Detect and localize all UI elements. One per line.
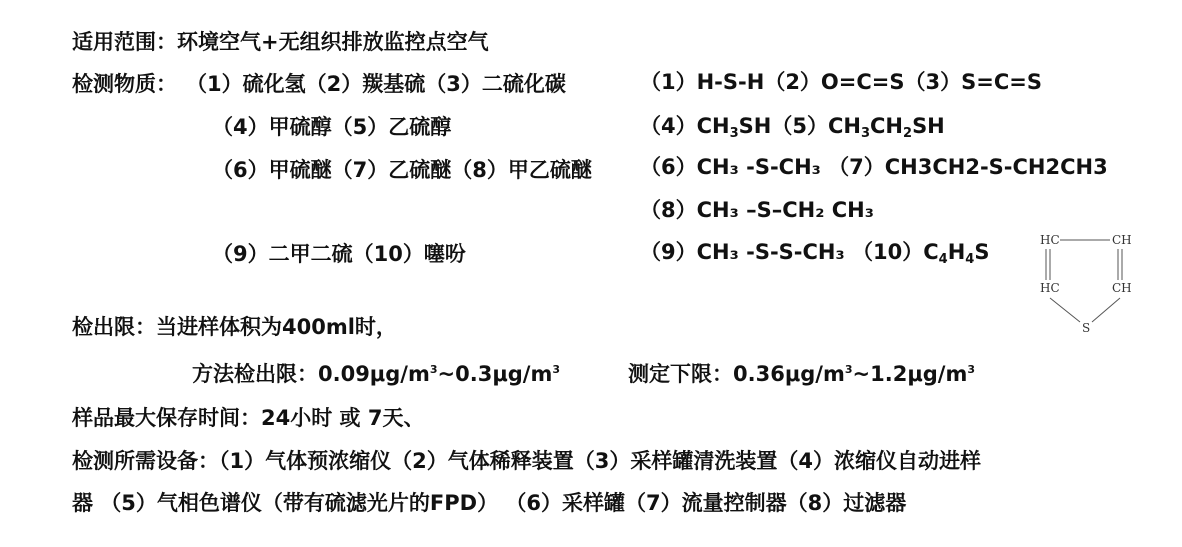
formula-line-4: （8）CH₃ –S–CH₂ CH₃ <box>640 198 874 222</box>
formula-line-3: （6）CH₃ -S-CH₃ （7）CH3CH2-S-CH2CH3 <box>640 155 1108 179</box>
thiophene-hc-bottom: HC <box>1040 281 1060 295</box>
bond-bottom-left <box>1050 298 1080 322</box>
limit-intro: 检出限：当进样体积为400ml时， <box>72 315 397 339</box>
substances-row-2: （4）甲硫醇（5）乙硫醇 <box>212 115 452 139</box>
quantitation-lower-limit: 测定下限：$0.36\mu g/m^3\sim 1.2\mu g/m^3$ <box>628 362 976 386</box>
equipment-line-2: 器 （5）气相色谱仪（带有硫滤光片的FPD） （6）采样罐（7）流量控制器（8）过滤器 <box>72 491 907 515</box>
formula-line-2: $(4)CH_3SH(5)CH_3CH_2SH$ <box>640 114 945 141</box>
thiophene-ch-top: CH <box>1112 233 1132 247</box>
thiophene-sulfur: S <box>1082 321 1091 335</box>
substances-row-4: （9）二甲二硫（10）噻吩 <box>212 242 466 266</box>
bond-bottom-right <box>1092 298 1120 322</box>
thiophene-structure-diagram <box>1034 222 1144 340</box>
formula-line-5: （9）CH₃ -S-S-CH₃ $(10)C_4H_4S$ <box>640 240 990 267</box>
thiophene-hc-top: HC <box>1040 233 1060 247</box>
substances-row-3: （6）甲硫醚（7）乙硫醚（8）甲乙硫醚 <box>212 158 592 182</box>
method-detection-limit: 方法检出限：$0.09\mu g/m^3\sim 0.3\mu g/m^3$ <box>192 362 561 386</box>
scope-line: 适用范围：环境空气+无组织排放监控点空气 <box>72 30 489 54</box>
thiophene-ch-bottom: CH <box>1112 281 1132 295</box>
formula-line-1: （1）H-S-H（2）O=C=S（3）S=C=S <box>640 70 1042 94</box>
substances-row-1: （1）硫化氢（2）羰基硫（3）二硫化碳 <box>186 72 566 96</box>
substances-label: 检测物质： <box>72 72 177 96</box>
storage-time-line: 样品最大保存时间：24小时 或 7天、 <box>72 406 425 430</box>
equipment-line-1: 检测所需设备：（1）气体预浓缩仪（2）气体稀释装置（3）采样罐清洗装置（4）浓缩仪自动进样 <box>72 449 981 473</box>
